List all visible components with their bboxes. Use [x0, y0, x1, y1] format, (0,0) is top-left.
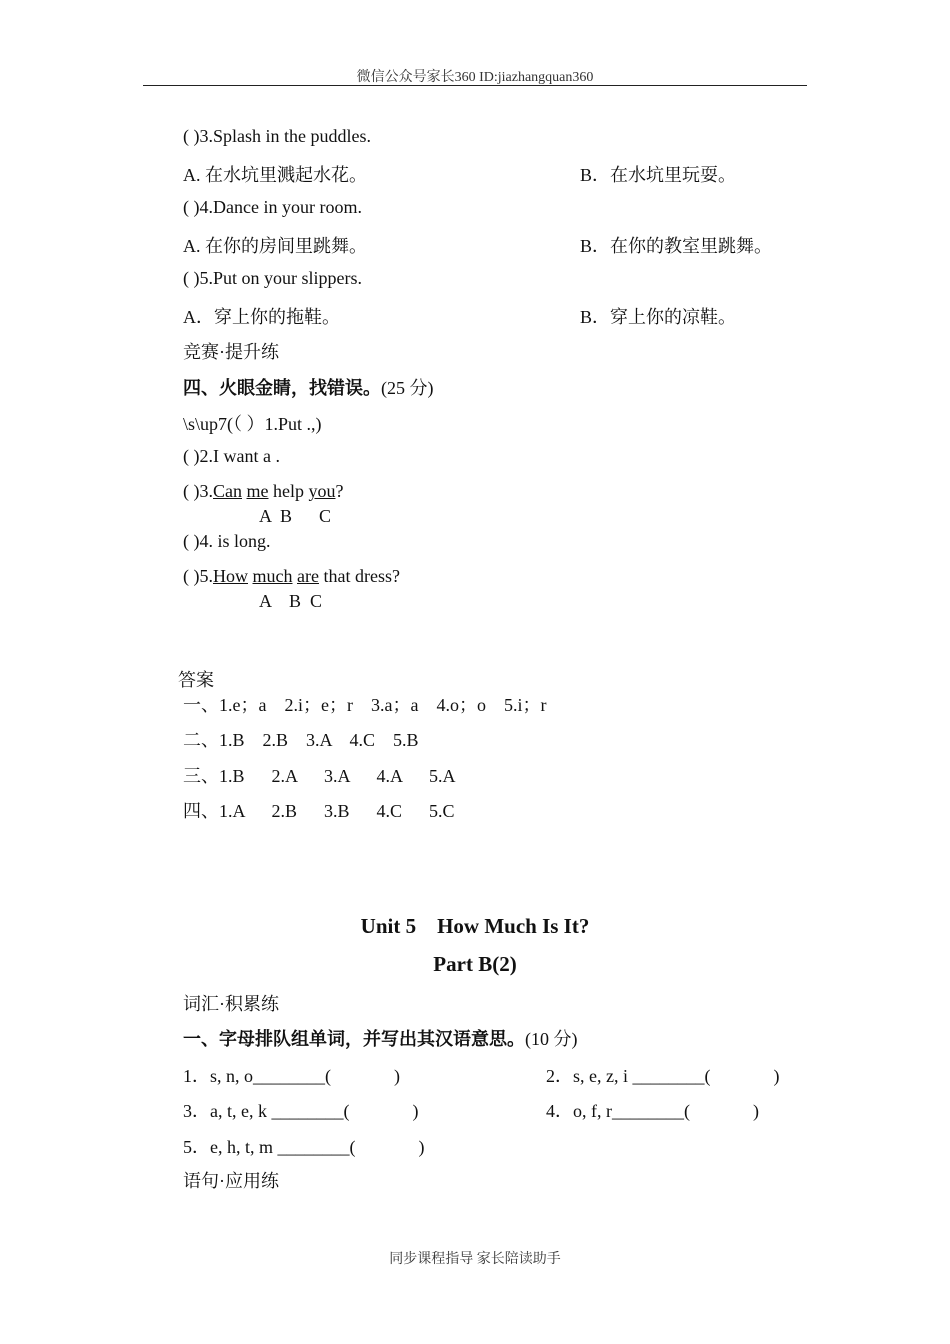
- vocab-item-5: 5．e, h, t, m ________( ): [183, 1137, 425, 1157]
- question-4-3-letters: A B C: [259, 506, 332, 526]
- question-4-3: ( )3.Can me help you?: [183, 481, 344, 501]
- underlined-word-b: much: [252, 566, 293, 586]
- option-3-4-b: B．在你的教室里跳舞。: [580, 236, 773, 256]
- section4-title: 四、火眼金睛，找错误。: [183, 378, 381, 398]
- unit-title: Unit 5 How Much Is It?: [360, 914, 590, 938]
- underlined-word-a: How: [213, 566, 248, 586]
- header-rule: [143, 85, 807, 86]
- page-header: 微信公众号家长360 ID:jiazhangquan360: [356, 70, 594, 85]
- question-3-5: ( )5.Put on your slippers.: [183, 268, 362, 288]
- answer-line-1: 一、1.e；a 2.i；e；r 3.a；a 4.o；o 5.i；r: [183, 695, 547, 715]
- underlined-word-a: Can: [213, 481, 242, 501]
- section4-points: (25 分): [381, 378, 434, 398]
- option-3-5-a: A．穿上你的拖鞋。: [183, 307, 340, 327]
- part-title: Part B(2): [433, 952, 517, 976]
- question-4-5-letters: A B C: [259, 591, 323, 611]
- question-4-1: \s\up7(（ ）1.Put .,): [183, 414, 322, 434]
- question-4-5: ( )5.How much are that dress?: [183, 566, 400, 586]
- vocab-item-4: 4．o, f, r________( ): [546, 1101, 759, 1121]
- option-3-4-a: A. 在你的房间里跳舞。: [183, 236, 367, 256]
- unit-section1-points: (10 分): [525, 1029, 578, 1049]
- vocab-item-1: 1．s, n, o________( ): [183, 1066, 400, 1086]
- question-3-3: ( )3.Splash in the puddles.: [183, 126, 371, 146]
- option-3-3-b: B．在水坑里玩耍。: [580, 165, 737, 185]
- competition-label: 竞赛·提升练: [183, 342, 279, 362]
- answer-line-2: 二、1.B 2.B 3.A 4.C 5.B: [183, 730, 419, 750]
- vocab-item-2: 2．s, e, z, i ________( ): [546, 1066, 780, 1086]
- question-4-2: ( )2.I want a .: [183, 446, 280, 466]
- unit-section1-title: 一、字母排队组单词，并写出其汉语意思。: [183, 1029, 525, 1049]
- underlined-word-c: are: [297, 566, 319, 586]
- option-3-5-b: B．穿上你的凉鞋。: [580, 307, 737, 327]
- section4-heading: [183, 374, 434, 400]
- option-3-3-a: A. 在水坑里溅起水花。: [183, 165, 367, 185]
- sentence-label: 语句·应用练: [183, 1171, 279, 1191]
- underlined-word-b: me: [246, 481, 269, 501]
- question-4-4: ( )4. is long.: [183, 531, 271, 551]
- answer-line-3: 三、1.B 2.A 3.A 4.A 5.A: [183, 766, 456, 786]
- answer-line-4: 四、1.A 2.B 3.B 4.C 5.C: [183, 801, 455, 821]
- vocab-label: 词汇·积累练: [183, 994, 279, 1014]
- question-3-4: ( )4.Dance in your room.: [183, 197, 362, 217]
- unit-section1-heading: [183, 1025, 578, 1051]
- answers-label: 答案: [178, 670, 214, 690]
- page-footer: 同步课程指导 家长陪读助手: [389, 1252, 561, 1267]
- vocab-item-3: 3．a, t, e, k ________( ): [183, 1101, 419, 1121]
- underlined-word-c: you: [308, 481, 336, 501]
